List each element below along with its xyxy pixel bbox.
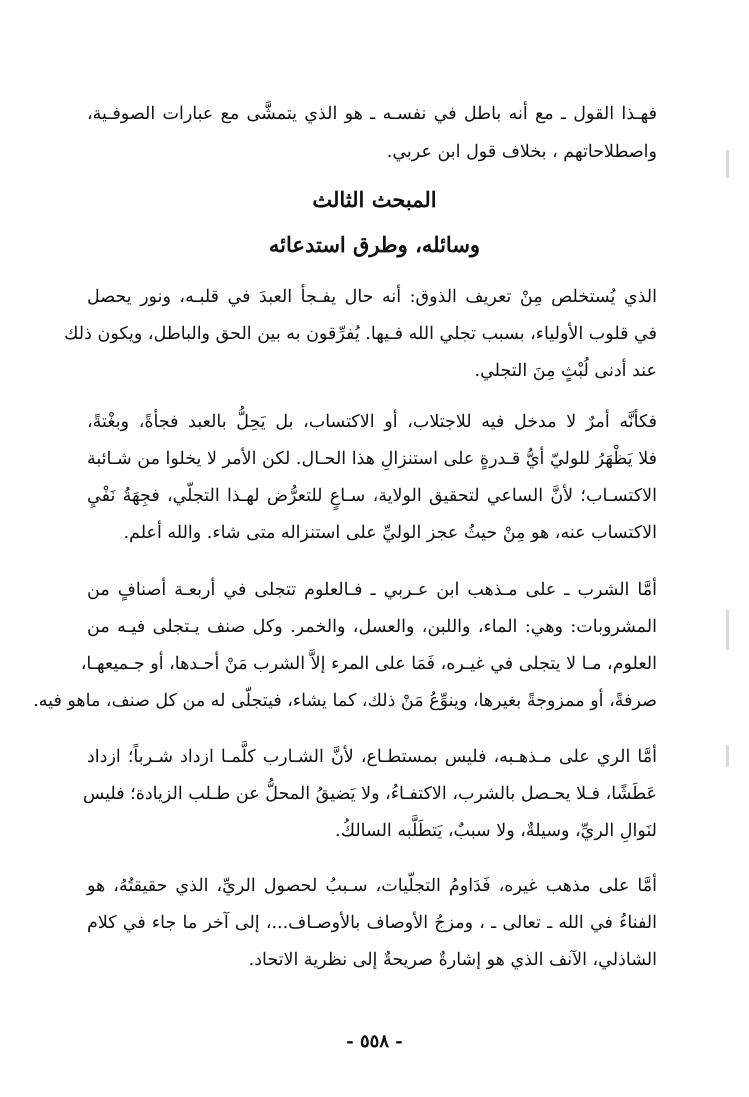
paragraph-6-line-1: أمَّا على مذهب غيره، فَدَاومُ التجلّيات، سـببُ لحصول الريِّ، الذي حقيقتُهُ، هو [87, 876, 657, 896]
section-subtitle: وسائله، وطرق استدعائه [268, 232, 481, 257]
page-number: - ٥٥٨ - [346, 1031, 403, 1052]
paragraph-1-line-2: واصطلاحاتهم ، بخلاف قول ابن عربي. [386, 142, 657, 162]
paragraph-5-line-1: أمَّا الري على مـذهـبه، فليس بمستطـاع، لأنَّ الشـارب كلَّمـا ازداد شـرباً؛ ازداد [87, 747, 657, 767]
paragraph-6-line-3: الشاذلي، الآنف الذي هو إشارةٌ صريحةٌ إلى نظرية الاتحاد. [248, 950, 657, 970]
paragraph-3-line-1: فكأنَّه أمرٌ لا مدخل فيه للاجتلاب، أو الاكتساب، بل يَحِلُّ بالعبد فجأةً، وبغْتةً، [87, 412, 657, 432]
paragraph-2-line-3: عند أدنى لُبْثٍ مِنَ التجلي. [474, 361, 657, 381]
paragraph-1-line-1: فهـذا القول ـ مع أنه باطل في نفسـه ـ هو الذي يتمشَّى مع عبارات الصوفـية، [87, 104, 657, 124]
scan-edge-mark [726, 150, 729, 178]
scan-edge-mark [726, 745, 729, 767]
section-title: المبحث الثالث [312, 187, 437, 212]
paragraph-5-line-3: لنَوالِ الريِّ، وسيلةٌ، ولا سببٌ، يَتطَلَّبه السالكُ. [335, 821, 657, 841]
paragraph-4-line-1: أمَّا الشرب ـ على مـذهب ابن عـربي ـ فـالعلوم تتجلى في أربعـة أصنافٍ من [87, 580, 657, 600]
paragraph-3-line-2: فلا يَظْهَرُ للوليّ أيُّ قـدرةٍ على استنزالِ هذا الحـال. لكن الأمر لا يخلوا من شـائبة [87, 449, 657, 469]
scan-edge-mark [726, 610, 729, 650]
paragraph-4-line-3: العلوم، مـا لا يتجلى في غيـره، فَمَا على المرء إلاَّ الشرب مَنْ أحـدها، أو جـميعهـا، [80, 654, 657, 674]
paragraph-3-line-4: الاكتساب عنه، هو مِنْ حيثُ عجز الوليِّ على استنزاله متى شاء. والله أعلم. [123, 523, 657, 543]
paragraph-4-line-2: المشروبات: وهي: الماء، واللبن، والعسل، والخمر. وكل صنف يـتجلى فيـه من [87, 617, 657, 637]
paragraph-5-line-2: عَطَشًا، فـلا يحـصل بالشرب، الاكتفـاءُ، ولا يَضيقُ المحلُّ عن طـلب الزيادة؛ فليس [82, 784, 657, 804]
paragraph-2-line-1: الذي يُستخلص مِنْ تعريف الذوق: أنه حال يفـجأ العبدَ في قلبـه، ونور يحصل [87, 287, 657, 307]
paragraph-6-line-2: الفناءُ في الله ـ تعالى ـ ، ومزجُ الأوصاف بالأوصـاف...، إلى آخر ما جاء في كلام [87, 913, 657, 933]
paragraph-3-line-3: الاكتسـاب؛ لأنَّ الساعي لتحقيق الولاية، سـاعٍ للتعرُّض لهـذا التجلّي، فجِهَةُ نَفْيِ [87, 486, 657, 506]
paragraph-2-line-2: في قلوب الأولياء، بسبب تجلي الله فـيها. يُفرِّقون به بين الحق والباطل، ويكون ذلك [64, 324, 657, 344]
paragraph-4-line-4: صرفةً، أو ممزوجةً بغيرها، وينوِّعُ مَنْ ذلك، كما يشاء، فيتجلّى له من كل صنف، ماهو فيه. [33, 691, 657, 711]
